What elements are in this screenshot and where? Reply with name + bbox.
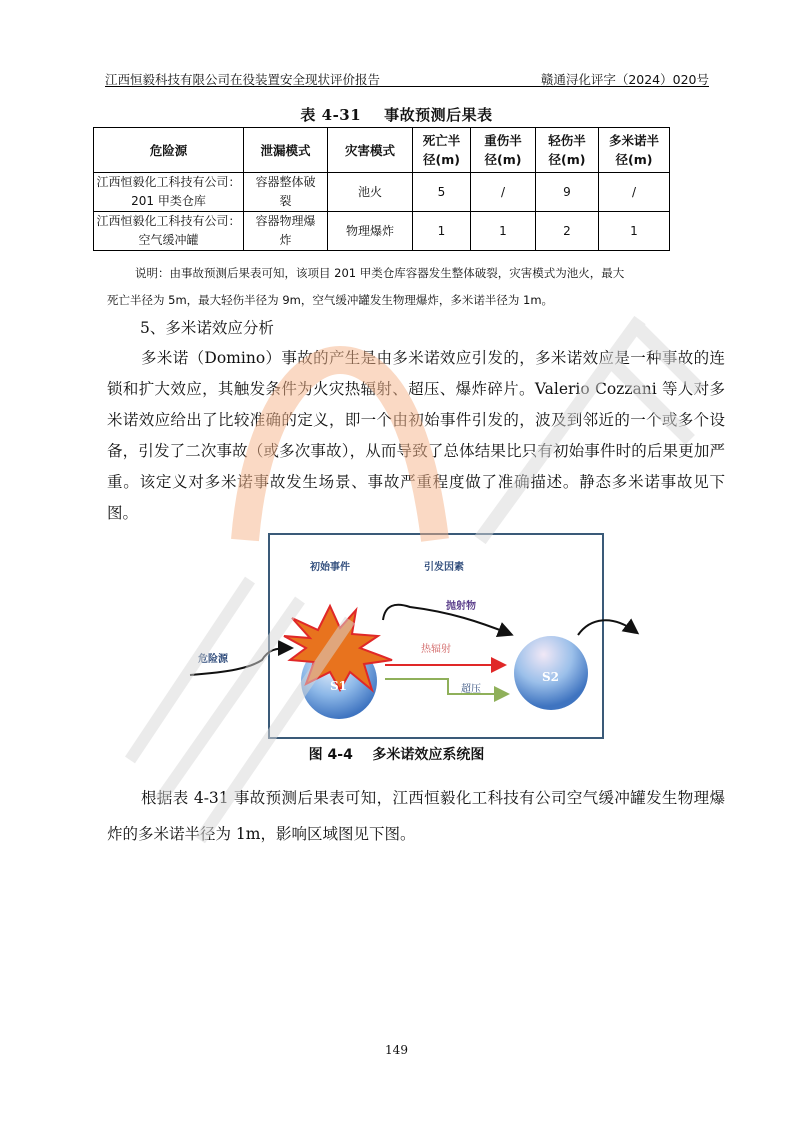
label-heat-radiation: 热辐射 bbox=[421, 644, 451, 655]
cell-domino-radius: 1 bbox=[599, 212, 670, 251]
header-report-title: 江西恒毅科技有限公司在役装置安全现状评价报告 bbox=[105, 72, 381, 87]
cell-minor-injury-radius: 9 bbox=[536, 173, 599, 212]
table-title: 表 4-31 事故预测后果表 bbox=[300, 106, 493, 124]
col-header-line: 径(m) bbox=[423, 152, 460, 167]
propagation-arrow bbox=[578, 620, 636, 635]
cell-line: 裂 bbox=[279, 194, 292, 208]
cell-line: 江西恒毅化工科技有公司： bbox=[96, 175, 241, 189]
cell-serious-injury-radius: / bbox=[471, 173, 536, 212]
cell-death-radius: 1 bbox=[413, 212, 471, 251]
cell-line: 201 甲类仓库 bbox=[131, 194, 206, 208]
col-header-line: 径(m) bbox=[484, 152, 522, 167]
cell-line: 江西恒毅化工科技有公司： bbox=[96, 214, 241, 228]
cell-minor-injury-radius: 2 bbox=[536, 212, 599, 251]
cell-disaster-mode: 池火 bbox=[328, 173, 413, 212]
cell-disaster-mode: 物理爆炸 bbox=[328, 212, 413, 251]
overpressure-arrow bbox=[385, 679, 506, 694]
cell-death-radius: 5 bbox=[413, 173, 471, 212]
label-initial-event: 初始事件 bbox=[310, 562, 350, 573]
col-header-line: 重伤半 bbox=[484, 133, 522, 148]
col-header-line: 轻伤半 bbox=[548, 133, 586, 148]
col-header-line: 死亡半 bbox=[422, 133, 461, 148]
cell-line: 空气缓冲罐 bbox=[138, 233, 199, 247]
label-projectile: 抛射物 bbox=[446, 601, 476, 612]
note-line: 说明：由事故预测后果表可知，该项目 201 甲类仓库容器发生整体破裂，灾害模式为池火，最大 bbox=[135, 266, 625, 280]
note-line: 死亡半径为 5m，最大轻伤半径为 9m，空气缓冲罐发生物理爆炸，多米诺半径为 1m。 bbox=[107, 293, 554, 307]
header-document-number: 赣通浔化评字（2024）020号 bbox=[540, 72, 709, 87]
cell-line: 炸 bbox=[279, 233, 292, 247]
figure-caption: 图 4-4 多米诺效应系统图 bbox=[308, 747, 485, 763]
label-s2: S2 bbox=[542, 670, 560, 684]
paragraph-text: 多米诺（Domino）事故的产生是由多米诺效应引发的，多米诺效应是一种事故的连锁和扩大效应，其触发条件为火灾热辐射、超压、爆炸碎片。Valerio Cozzani 等人对多米诺效应给出了比较准确的定义，即一个由初始事件引发的，波及到邻近的一个或多个设备，引发了二次事故（或多次事故），从而导致了总体结果比只有初始事件时的后果更加严重。该定义对多米诺事故发生场景、事故严重程度做了准确描述。静态多米诺事故见下图。 bbox=[107, 349, 725, 522]
col-header-line: 径(m) bbox=[615, 152, 653, 167]
col-header-line: 径(m) bbox=[548, 152, 586, 167]
paragraph-text: 根据表 4-31 事故预测后果表可知，江西恒毅化工科技有公司空气缓冲罐发生物理爆炸的多米诺半径为 1m，影响区域图见下图。 bbox=[107, 789, 725, 843]
col-header-leak-mode: 泄漏模式 bbox=[244, 128, 328, 173]
cell-serious-injury-radius: 1 bbox=[471, 212, 536, 251]
col-header-line: 多米诺半 bbox=[608, 133, 659, 148]
label-overpressure: 超压 bbox=[461, 684, 481, 695]
page-number: 149 bbox=[385, 1043, 408, 1057]
label-s1: S1 bbox=[330, 679, 348, 693]
paragraph-impact-area bbox=[107, 780, 725, 852]
col-header-hazard-source: 危险源 bbox=[94, 128, 244, 173]
label-trigger-factor: 引发因素 bbox=[424, 562, 464, 573]
cell-line: 容器整体破 bbox=[255, 175, 316, 189]
section-title: 5、多米诺效应分析 bbox=[140, 319, 274, 337]
cell-domino-radius: / bbox=[599, 173, 670, 212]
col-header-disaster-mode: 灾害模式 bbox=[328, 128, 413, 173]
label-hazard-source: 危险源 bbox=[198, 654, 228, 665]
cell-line: 容器物理爆 bbox=[255, 214, 316, 228]
